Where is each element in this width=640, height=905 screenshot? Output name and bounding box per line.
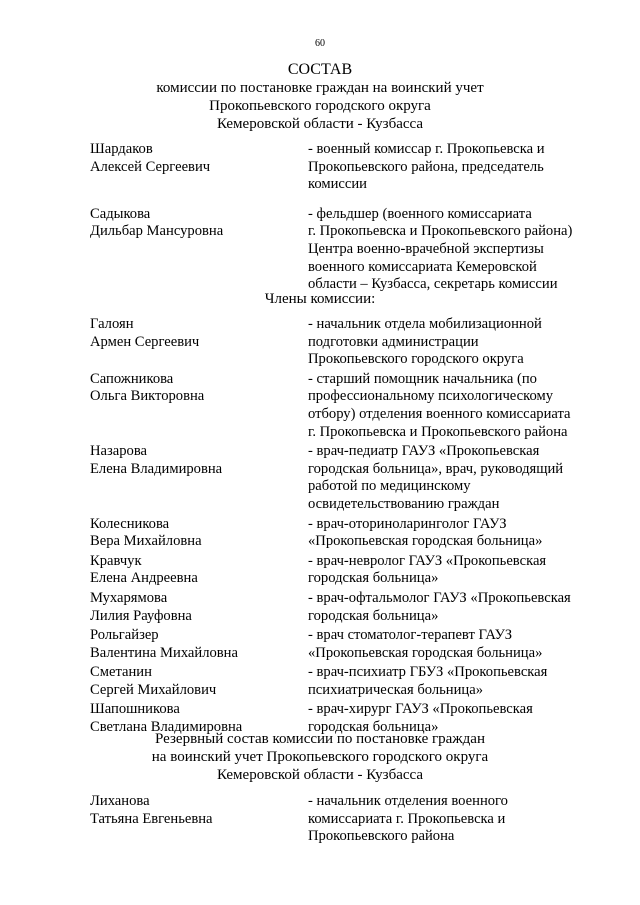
member-name-line: Сапожникова (90, 370, 174, 387)
reserve-heading-line: Резервный состав комиссии по постановке граждан (155, 731, 485, 747)
member-role-line: профессиональному психологическому (308, 388, 554, 405)
reserve-heading-line: Кемеровской области - Кузбасса (216, 767, 424, 783)
member-name-line: Вера Михайловна (90, 533, 202, 550)
member-name (90, 627, 308, 662)
member-role-line: г. Прокопьевска и Прокопьевского района (308, 423, 568, 440)
member-name (90, 516, 308, 551)
member-name-line: Рольгайзер (90, 627, 159, 644)
member-role (308, 590, 610, 625)
member-name-line: Алексей Сергеевич (90, 158, 211, 175)
document-title (0, 60, 640, 133)
member-role-line: комиссариата г. Прокопьевска и (308, 810, 506, 827)
member-role-line: Прокопьевского района, председатель (308, 158, 544, 175)
member-role (308, 516, 610, 551)
member-name-line: Садыкова (90, 205, 151, 222)
commission-member-row (90, 316, 610, 369)
member-name-line: Лиханова (90, 793, 150, 809)
member-name (90, 553, 308, 588)
member-role-line: - врач-педиатр ГАУЗ «Прокопьевская (308, 443, 540, 460)
title-line: Прокопьевского городского округа (209, 98, 431, 114)
reserve-list (90, 793, 610, 848)
title-line: комиссии по постановке граждан на воинский учет (156, 80, 484, 96)
commission-member-row (90, 141, 610, 194)
member-role (308, 627, 610, 662)
member-role-line: «Прокопьевская городская больница» (308, 533, 543, 550)
member-name (90, 371, 308, 406)
commission-member-row (90, 206, 610, 294)
member-role-line: - старший помощник начальника (по (308, 370, 537, 387)
member-role (308, 316, 610, 369)
member-role-line: Центра военно-врачебной экспертизы (308, 240, 544, 257)
member-name (90, 206, 308, 241)
member-name-line: Елена Владимировна (90, 460, 223, 477)
member-role-line: городская больница» (308, 719, 439, 736)
member-name-line: Татьяна Евгеньевна (90, 810, 213, 827)
member-role-line: освидетельствованию граждан (308, 495, 500, 512)
member-role-line: г. Прокопьевска и Прокопьевского района) (308, 223, 573, 240)
members-list (90, 316, 610, 739)
members-heading-text: Члены комиссии: (264, 291, 376, 307)
member-role-line: - начальник отделения военного (308, 793, 508, 809)
member-role-line: городская больница» (308, 607, 439, 624)
member-name-line: Валентина Михайловна (90, 644, 238, 661)
members-heading (0, 290, 640, 308)
member-role-line: «Прокопьевская городская больница» (308, 644, 543, 661)
member-role-line: психиатрическая больница» (308, 681, 484, 698)
member-name-line: Мухарямова (90, 589, 168, 606)
commission-member-row (90, 371, 610, 441)
member-name-line: Елена Андреевна (90, 570, 198, 587)
member-name-line: Армен Сергеевич (90, 333, 200, 350)
reserve-heading (0, 730, 640, 784)
member-role-line: области – Кузбасса, секретарь комиссии (308, 276, 558, 293)
member-role-line: городская больница» (308, 570, 439, 587)
member-name-line: Назарова (90, 443, 148, 460)
member-role-line: - врач стоматолог-терапевт ГАУЗ (308, 627, 513, 644)
member-name-line: Кравчук (90, 552, 142, 569)
member-role (308, 371, 610, 441)
leadership-list (90, 141, 610, 306)
member-name-line: Галоян (90, 316, 134, 332)
member-name (90, 590, 308, 625)
member-role-line: - врач-хирург ГАУЗ «Прокопьевская (308, 701, 533, 718)
member-name-line: Дильбар Мансуровна (90, 223, 224, 240)
commission-member-row (90, 627, 610, 662)
commission-member-row (90, 664, 610, 699)
member-role-line: - врач-офтальмолог ГАУЗ «Прокопьевская (308, 589, 571, 606)
title-line: Кемеровской области - Кузбасса (216, 116, 424, 132)
reserve-heading-line: на воинский учет Прокопьевского городского округа (151, 749, 489, 765)
member-role-line: Прокопьевского городского округа (308, 351, 524, 368)
member-role-line: Прокопьевского района (308, 828, 455, 845)
member-role (308, 553, 610, 588)
member-name-line: Сергей Михайлович (90, 681, 217, 698)
member-role-line: городская больница», врач, руководящий (308, 460, 564, 477)
member-name (90, 793, 308, 828)
page-number: 60 (315, 38, 325, 49)
member-role-line: - врач-психиатр ГБУЗ «Прокопьевская (308, 664, 548, 681)
member-role (308, 793, 610, 846)
member-name-line: Сметанин (90, 664, 152, 681)
member-name-line: Светлана Владимировна (90, 719, 243, 736)
commission-member-row (90, 443, 610, 513)
member-name-line: Шапошникова (90, 701, 180, 718)
member-role-line: - начальник отдела мобилизационной (308, 316, 542, 332)
member-role (308, 141, 610, 194)
member-name (90, 316, 308, 351)
member-role-line: отбору) отделения военного комиссариата (308, 405, 571, 422)
member-name (90, 141, 308, 176)
commission-member-row (90, 553, 610, 588)
member-role (308, 443, 610, 513)
member-role-line: - врач-невролог ГАУЗ «Прокопьевская (308, 552, 547, 569)
commission-member-row (90, 516, 610, 551)
title-heading: СОСТАВ (287, 61, 353, 78)
member-role-line: военного комиссариата Кемеровской (308, 258, 537, 275)
member-role-line: - фельдшер (военного комиссариата (308, 205, 532, 222)
member-role (308, 206, 610, 294)
member-role-line: комиссии (308, 176, 367, 193)
member-role-line: - врач-оториноларинголог ГАУЗ (308, 515, 507, 532)
member-name-line: Лилия Рауфовна (90, 607, 192, 624)
member-name-line: Колесникова (90, 515, 170, 532)
member-role-line: работой по медицинскому (308, 478, 471, 495)
member-role (308, 664, 610, 699)
commission-member-row (90, 793, 610, 846)
member-role-line: подготовки администрации (308, 333, 479, 350)
member-role-line: - военный комиссар г. Прокопьевска и (308, 141, 545, 157)
member-name (90, 443, 308, 478)
member-name (90, 664, 308, 699)
member-name-line: Шардаков (90, 141, 153, 157)
member-name-line: Ольга Викторовна (90, 388, 205, 405)
commission-member-row (90, 590, 610, 625)
